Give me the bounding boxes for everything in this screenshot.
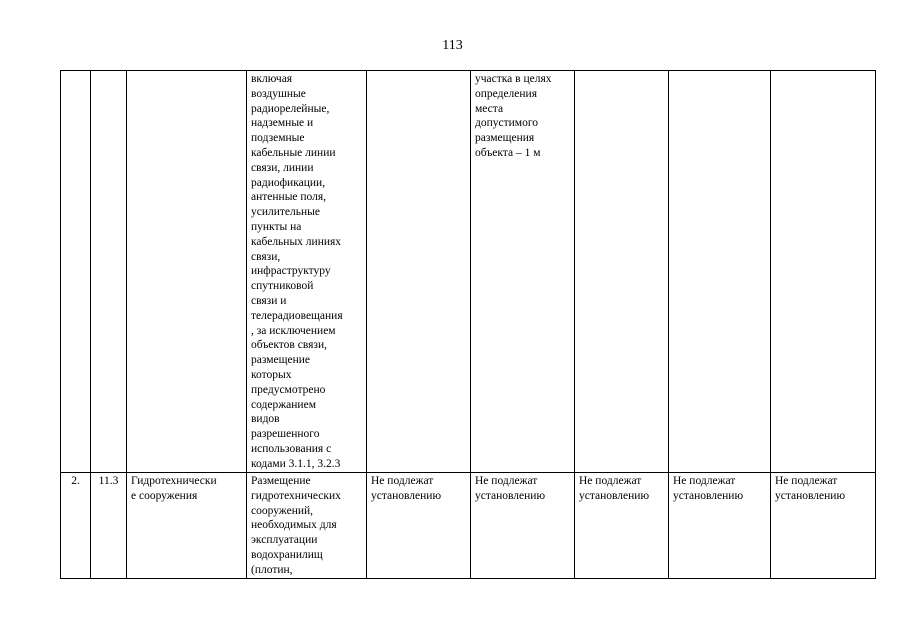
code-cell <box>91 71 127 473</box>
parameter-cell <box>575 71 669 473</box>
parameter-cell <box>367 71 471 473</box>
code-cell: 11.3 <box>91 473 127 579</box>
page-number: 113 <box>442 38 463 53</box>
row-number-cell: 2. <box>61 473 91 579</box>
parameter-cell: Не подлежат установлению <box>669 473 771 579</box>
description-cell: Размещение гидротехнических сооружений, необходимых для эксплуатации водохранилищ (плотин, <box>247 473 367 579</box>
table-row <box>61 71 876 473</box>
parameter-cell: Не подлежат установлению <box>367 473 471 579</box>
parameter-cell: участка в целях определения места допустимого размещения объекта – 1 м <box>471 71 575 473</box>
row-number-cell <box>61 71 91 473</box>
name-cell: Гидротехнически е сооружения <box>127 473 247 579</box>
parameter-cell: Не подлежат установлению <box>575 473 669 579</box>
parameter-cell: Не подлежат установлению <box>771 473 876 579</box>
parameter-cell: Не подлежат установлению <box>471 473 575 579</box>
table-row <box>61 473 876 579</box>
name-cell <box>127 71 247 473</box>
parameter-cell <box>771 71 876 473</box>
description-cell: включая воздушные радиорелейные, надземные и подземные кабельные линии связи, линии радиофикации, антенные поля, усилительные пункты на кабельных линиях связи, инфраструктуру спутниковой связи и телерадиовещания , за исключением объектов связи, размещение которых предусмотрено содержанием видов разрешенного использования с кодами 3.1.1, 3.2.3 <box>247 71 367 473</box>
parameter-cell <box>669 71 771 473</box>
zoning-table <box>60 70 876 579</box>
